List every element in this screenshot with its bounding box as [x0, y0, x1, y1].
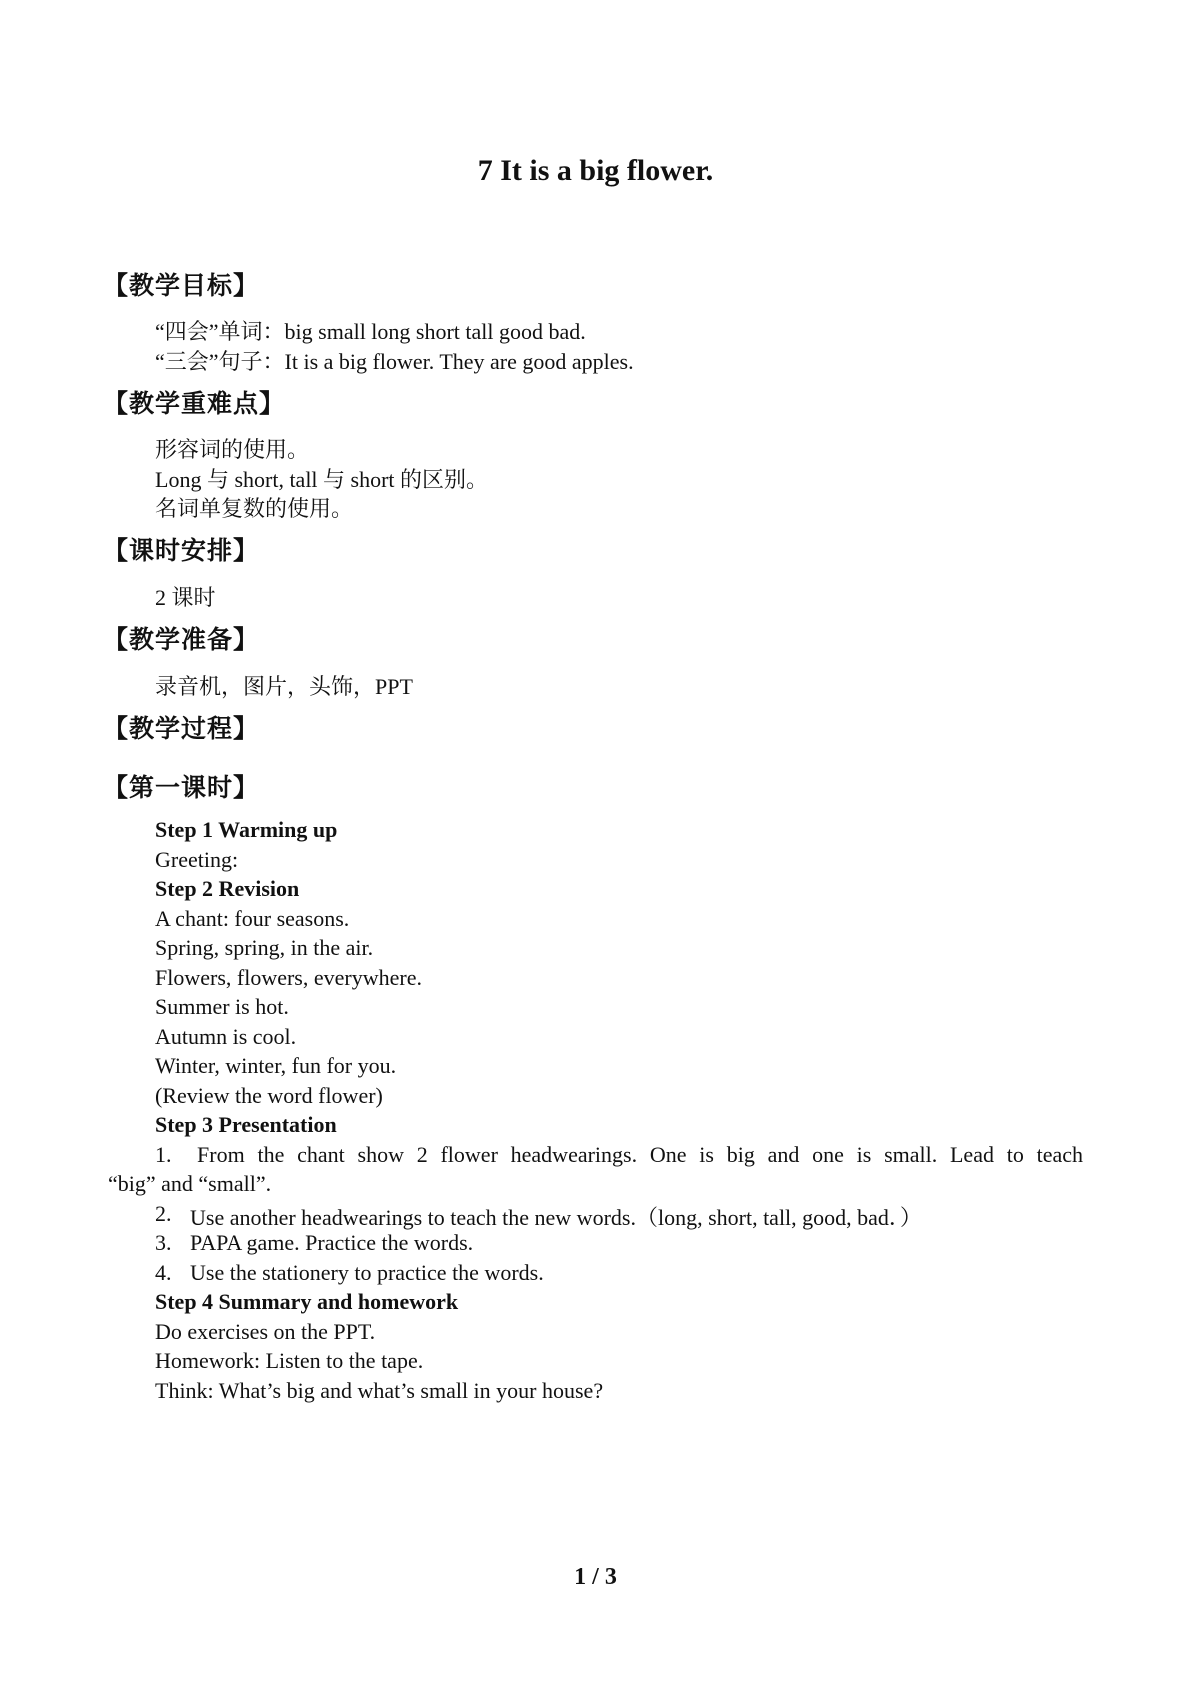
- step-line: Greeting:: [155, 847, 239, 872]
- step-line: Autumn is cool.: [155, 1024, 297, 1049]
- item-number: 4.: [155, 1260, 172, 1285]
- step-line: A chant: four seasons.: [155, 906, 350, 931]
- step-line: Winter, winter, fun for you.: [155, 1053, 397, 1078]
- section-heading-key-points: 【教学重难点】: [103, 389, 286, 418]
- step-title: Step 2 Revision: [155, 876, 300, 901]
- section-heading-lesson1: 【第一课时】: [103, 773, 260, 802]
- section-heading-process: 【教学过程】: [103, 714, 260, 743]
- step-line: Spring, spring, in the air.: [155, 935, 374, 960]
- item-text: PAPA game. Practice the words.: [190, 1230, 474, 1255]
- item-number: 1.: [155, 1142, 172, 1167]
- step-line: (Review the word flower): [155, 1083, 383, 1108]
- section-heading-preparation: 【教学准备】: [103, 625, 260, 654]
- section-heading-schedule: 【课时安排】: [103, 536, 260, 565]
- presentation-item: [155, 1142, 1083, 1168]
- step-line: Think: What’s big and what’s small in your house?: [155, 1378, 604, 1403]
- preparation-line: 录音机，图片，头饰，PPT: [155, 674, 413, 699]
- item-text: Use the stationery to practice the words.: [190, 1260, 544, 1285]
- step-line: Flowers, flowers, everywhere.: [155, 965, 422, 990]
- key-points-line: 形容词的使用。: [155, 437, 310, 462]
- step-title: Step 4 Summary and homework: [155, 1289, 459, 1314]
- step-title: Step 3 Presentation: [155, 1112, 337, 1137]
- step-line: Homework: Listen to the tape.: [155, 1348, 424, 1373]
- key-points-line: 名词单复数的使用。: [155, 496, 354, 521]
- step-line: Do exercises on the PPT.: [155, 1319, 376, 1344]
- item-text-continuation: “big” and “small”.: [108, 1171, 272, 1196]
- page-title: 7 It is a big flower.: [477, 154, 714, 187]
- step-title: Step 1 Warming up: [155, 817, 338, 842]
- page-number: 1 / 3: [574, 1564, 617, 1590]
- item-number: 2.: [155, 1201, 172, 1226]
- objectives-line: “三会”句子：It is a big flower. They are good apples.: [155, 349, 634, 374]
- key-points-line: Long 与 short, tall 与 short 的区别。: [155, 467, 489, 492]
- section-heading-objectives: 【教学目标】: [103, 271, 260, 300]
- item-text: Use another headwearings to teach the new words.（long, short, tall, good, bad．）: [190, 1205, 922, 1230]
- objectives-line: “四会”单词：big small long short tall good bad.: [155, 319, 586, 344]
- item-number: 3.: [155, 1230, 172, 1255]
- schedule-line: 2 课时: [155, 585, 216, 610]
- item-text: From the chant show 2 flower headwearings. One is big and one is small. Lead to teach: [197, 1142, 1084, 1167]
- step-line: Summer is hot.: [155, 994, 289, 1019]
